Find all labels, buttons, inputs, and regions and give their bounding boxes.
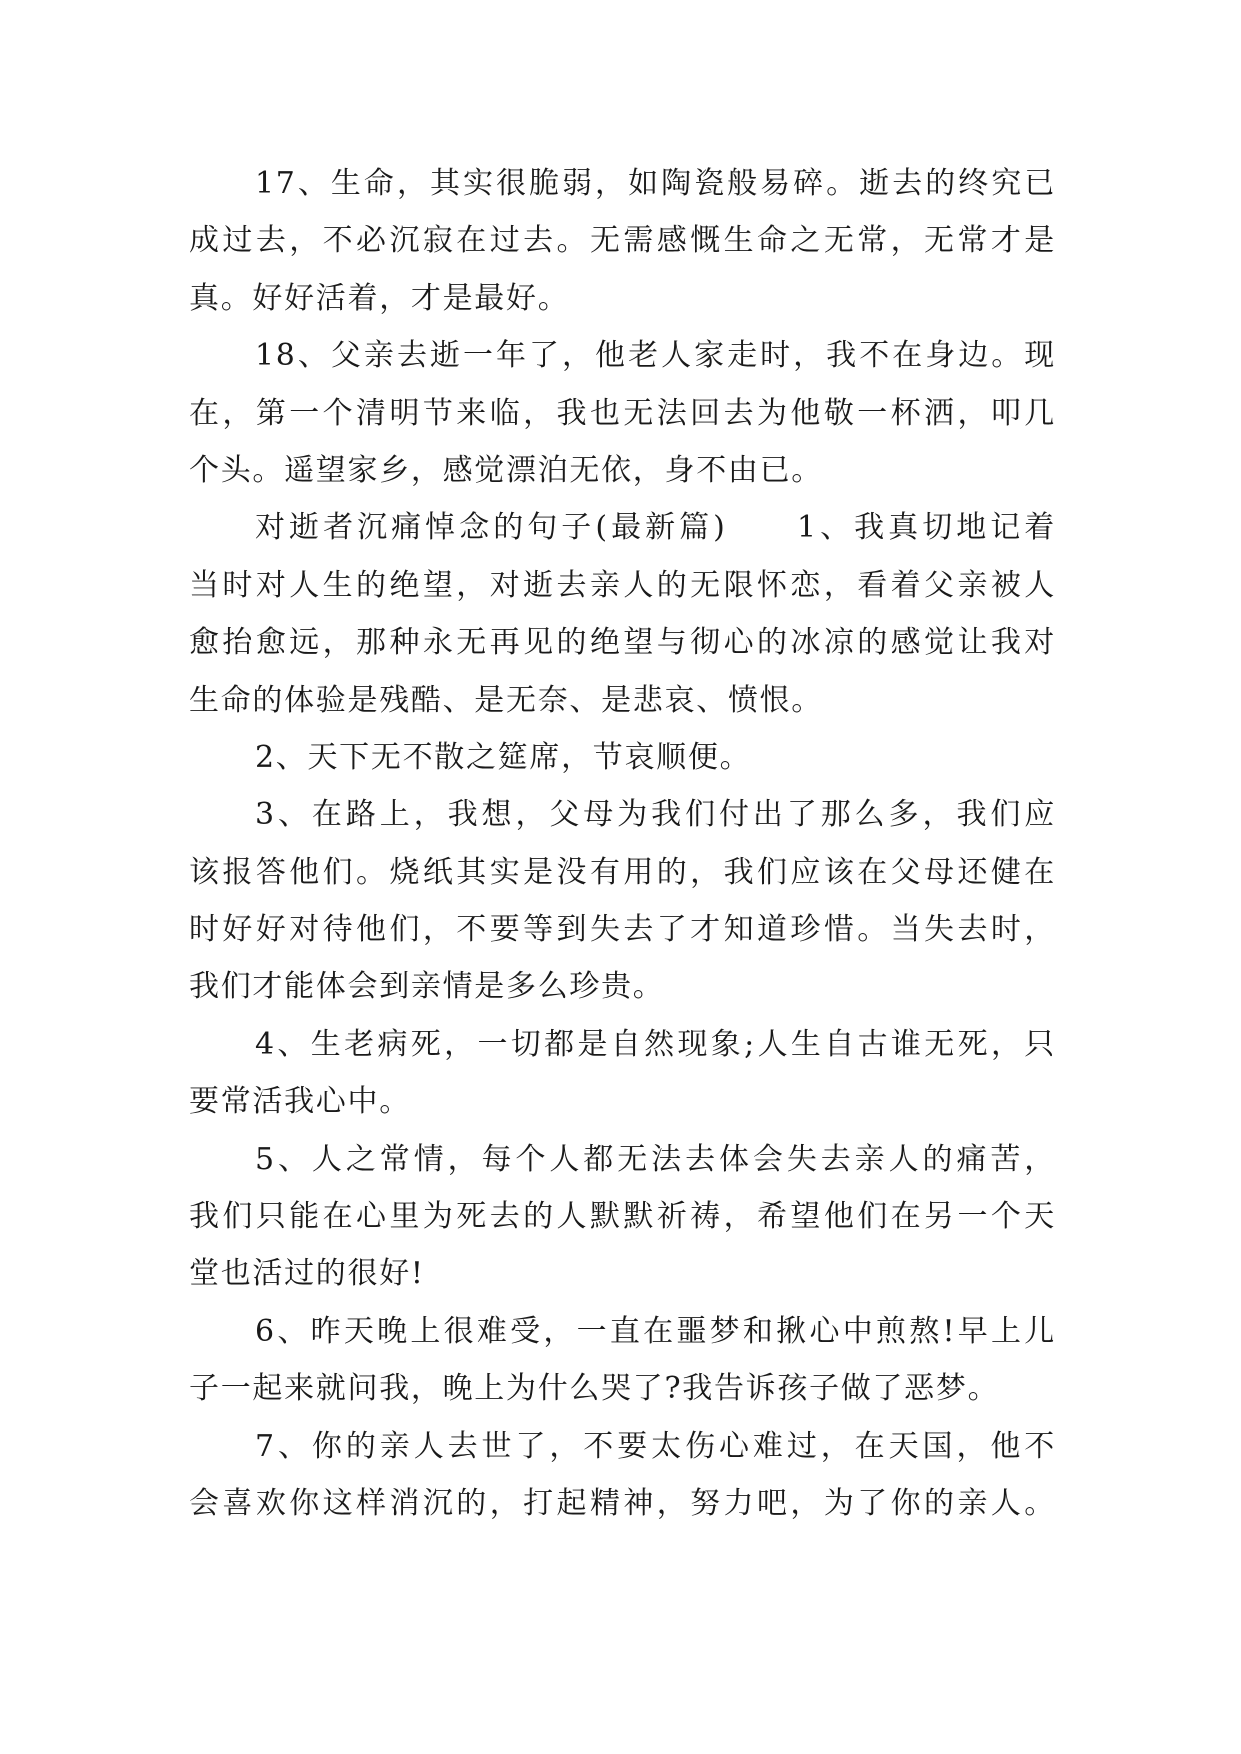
text-line: 要常活我心中。 (189, 1084, 411, 1120)
text-line: 7、你的亲人去世了，不要太伤心难过，在天国，他不 (255, 1428, 1056, 1464)
paragraph-5 (189, 1131, 1056, 1303)
text-line: 3、在路上，我想，父母为我们付出了那么多，我们应 (255, 797, 1056, 833)
text-line: 我们才能体会到亲情是多么珍贵。 (189, 969, 665, 1005)
text-line: 生命的体验是残酷、是无奈、是悲哀、愤恨。 (189, 682, 823, 718)
paragraph-4 (189, 1016, 1056, 1131)
paragraph-2 (189, 729, 1056, 786)
text-line: 17、生命，其实很脆弱，如陶瓷般易碎。逝去的终究已 (255, 166, 1056, 201)
text-line: 堂也活过的很好! (189, 1256, 425, 1292)
text-line: 当时对人生的绝望，对逝去亲人的无限怀恋，看着父亲被人 (189, 567, 1056, 603)
text-line: 5、人之常情，每个人都无法去体会失去亲人的痛苦， (255, 1141, 1056, 1177)
text-line: 在，第一个清明节来临，我也无法回去为他敬一杯洒，叩几 (189, 395, 1056, 431)
paragraph-7 (189, 1418, 1056, 1533)
text-line: 18、父亲去逝一年了，他老人家走时，我不在身边。现 (255, 338, 1056, 374)
paragraph-18 (189, 327, 1056, 499)
document-body (189, 155, 1056, 1532)
text-line: 子一起来就问我，晚上为什么哭了?我告诉孩子做了恶梦。 (189, 1371, 1000, 1407)
paragraph-3 (189, 786, 1056, 1016)
text-line: 个头。遥望家乡，感觉漂泊无依，身不由已。 (189, 452, 823, 488)
text-line: 我们只能在心里为死去的人默默祈祷，希望他们在另一个天 (189, 1199, 1056, 1235)
text-line: 对逝者沉痛悼念的句子(最新篇) 1、我真切地记着 (255, 510, 1056, 546)
paragraph-17 (189, 155, 1056, 327)
text-line: 时好好对待他们，不要等到失去了才知道珍惜。当失去时， (189, 912, 1056, 948)
text-line: 4、生老病死，一切都是自然现象;人生自古谁无死，只 (255, 1026, 1056, 1062)
text-line: 2、天下无不散之筵席，节哀顺便。 (255, 739, 752, 775)
text-line: 真。好好活着，才是最好。 (189, 280, 570, 316)
text-line: 会喜欢你这样消沉的，打起精神，努力吧，为了你的亲人。 (189, 1485, 1056, 1521)
text-line: 6、昨天晚上很难受，一直在噩梦和揪心中煎熬!早上儿 (255, 1313, 1056, 1349)
paragraph-section-heading-1 (189, 499, 1056, 729)
paragraph-6 (189, 1303, 1056, 1418)
text-line: 该报答他们。烧纸其实是没有用的，我们应该在父母还健在 (189, 854, 1056, 890)
text-line: 愈抬愈远，那种永无再见的绝望与彻心的冰凉的感觉让我对 (189, 625, 1056, 661)
text-line: 成过去，不必沉寂在过去。无需感慨生命之无常，无常才是 (189, 223, 1056, 259)
